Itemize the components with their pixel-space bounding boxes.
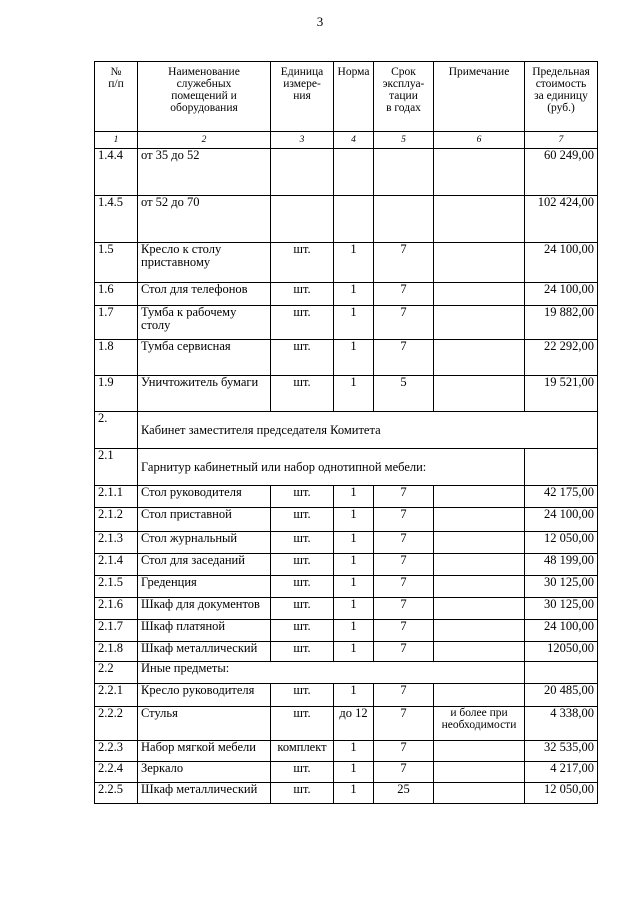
- note-cell: [434, 149, 525, 196]
- unit-cell: шт.: [271, 283, 334, 306]
- norm-cell: 1: [334, 532, 374, 554]
- column-number: 6: [434, 132, 525, 149]
- note-cell: [434, 340, 525, 376]
- note-cell: [434, 376, 525, 412]
- term-cell: 25: [374, 783, 434, 804]
- table-row: [95, 576, 598, 598]
- note-cell: [434, 783, 525, 804]
- item-name: Тумба сервисная: [138, 340, 271, 376]
- norm-cell: 1: [334, 306, 374, 340]
- row-number: 1.4.5: [95, 196, 138, 243]
- row-number: 2.2.3: [95, 741, 138, 762]
- section-title: Кабинет заместителя председателя Комитета: [138, 412, 598, 449]
- column-number: 2: [138, 132, 271, 149]
- term-cell: 7: [374, 684, 434, 707]
- term-cell: 7: [374, 283, 434, 306]
- price-cell: 20 485,00: [525, 684, 598, 707]
- note-cell: [434, 532, 525, 554]
- table-row: [95, 149, 598, 196]
- header-row: [95, 62, 598, 132]
- norm-cell: 1: [334, 598, 374, 620]
- term-cell: [374, 196, 434, 243]
- unit-cell: шт.: [271, 376, 334, 412]
- unit-cell: шт.: [271, 554, 334, 576]
- price-cell: 22 292,00: [525, 340, 598, 376]
- price-cell: 19 521,00: [525, 376, 598, 412]
- table-row: [95, 598, 598, 620]
- term-cell: [374, 149, 434, 196]
- item-name: Стол для телефонов: [138, 283, 271, 306]
- row-number: 1.4.4: [95, 149, 138, 196]
- row-number: 2.1.5: [95, 576, 138, 598]
- price-cell: 102 424,00: [525, 196, 598, 243]
- row-number: 2.1.6: [95, 598, 138, 620]
- item-name: Стол для заседаний: [138, 554, 271, 576]
- table-row: [95, 340, 598, 376]
- note-cell: [434, 642, 525, 662]
- item-name: от 35 до 52: [138, 149, 271, 196]
- price-cell: 32 535,00: [525, 741, 598, 762]
- note-cell: [434, 684, 525, 707]
- item-name: Стулья: [138, 707, 271, 741]
- unit-cell: шт.: [271, 576, 334, 598]
- unit-cell: шт.: [271, 684, 334, 707]
- column-number: 1: [95, 132, 138, 149]
- row-number: 2.1: [95, 449, 138, 486]
- item-name: Набор мягкой мебели: [138, 741, 271, 762]
- item-name: Стол журнальный: [138, 532, 271, 554]
- note-cell: [434, 486, 525, 508]
- term-cell: 7: [374, 340, 434, 376]
- item-name: Шкаф платяной: [138, 620, 271, 642]
- note-cell: [434, 283, 525, 306]
- note-cell: [434, 243, 525, 283]
- row-number: 2.1.7: [95, 620, 138, 642]
- norm-cell: 1: [334, 243, 374, 283]
- row-number: 2.1.3: [95, 532, 138, 554]
- price-cell: 60 249,00: [525, 149, 598, 196]
- norm-cell: 1: [334, 283, 374, 306]
- note-cell: [434, 196, 525, 243]
- row-number: 1.5: [95, 243, 138, 283]
- table-row: [95, 741, 598, 762]
- row-number: 2.2.2: [95, 707, 138, 741]
- table-row: [95, 243, 598, 283]
- table-row: [95, 684, 598, 707]
- term-cell: 7: [374, 576, 434, 598]
- item-name: Кресло к столу приставному: [138, 243, 271, 283]
- item-name: Тумба к рабочему столу: [138, 306, 271, 340]
- table-row: [95, 376, 598, 412]
- norm-cell: 1: [334, 684, 374, 707]
- note-cell: [434, 554, 525, 576]
- price-cell: [525, 449, 598, 486]
- table-row: [95, 620, 598, 642]
- norm-cell: [334, 149, 374, 196]
- norm-cell: 1: [334, 783, 374, 804]
- price-cell: 48 199,00: [525, 554, 598, 576]
- item-name: Уничтожитель бумаги: [138, 376, 271, 412]
- price-cell: [525, 662, 598, 684]
- table-row: [95, 642, 598, 662]
- row-number: 2.2.1: [95, 684, 138, 707]
- subsection-title: Иные предметы:: [138, 662, 525, 684]
- table-row: [95, 306, 598, 340]
- price-cell: 24 100,00: [525, 283, 598, 306]
- price-cell: 30 125,00: [525, 576, 598, 598]
- table-row: [95, 449, 598, 486]
- price-cell: 12 050,00: [525, 532, 598, 554]
- subsection-title: Гарнитур кабинетный или набор однотипной мебели:: [138, 449, 525, 486]
- header-name: Наименование служебных помещений и оборудования: [138, 62, 271, 132]
- unit-cell: шт.: [271, 243, 334, 283]
- unit-cell: шт.: [271, 642, 334, 662]
- item-name: Шкаф металлический: [138, 642, 271, 662]
- unit-cell: [271, 196, 334, 243]
- table-row: [95, 508, 598, 532]
- term-cell: 7: [374, 306, 434, 340]
- row-number: 2.1.8: [95, 642, 138, 662]
- note-cell: [434, 508, 525, 532]
- norm-cell: 1: [334, 741, 374, 762]
- price-cell: 24 100,00: [525, 243, 598, 283]
- column-number: 5: [374, 132, 434, 149]
- header-unit: Единица измере- ния: [271, 62, 334, 132]
- term-cell: 5: [374, 376, 434, 412]
- item-name: Греденция: [138, 576, 271, 598]
- item-name: Стол руководителя: [138, 486, 271, 508]
- note-cell: [434, 620, 525, 642]
- unit-cell: шт.: [271, 306, 334, 340]
- column-number: 3: [271, 132, 334, 149]
- item-name: от 52 до 70: [138, 196, 271, 243]
- row-number: 2.2: [95, 662, 138, 684]
- term-cell: 7: [374, 620, 434, 642]
- price-cell: 30 125,00: [525, 598, 598, 620]
- table-row: [95, 283, 598, 306]
- furniture-norms-table: [94, 61, 598, 804]
- norm-cell: 1: [334, 486, 374, 508]
- table-row: [95, 762, 598, 783]
- column-number: 7: [525, 132, 598, 149]
- term-cell: 7: [374, 554, 434, 576]
- note-cell: [434, 741, 525, 762]
- header-term: Срок эксплуа- тации в годах: [374, 62, 434, 132]
- term-cell: 7: [374, 642, 434, 662]
- row-number: 2.1.1: [95, 486, 138, 508]
- price-cell: 4 217,00: [525, 762, 598, 783]
- table-row: [95, 707, 598, 741]
- header-number: № п/п: [95, 62, 138, 132]
- unit-cell: шт.: [271, 783, 334, 804]
- term-cell: 7: [374, 508, 434, 532]
- price-cell: 24 100,00: [525, 620, 598, 642]
- page-number: 3: [316, 14, 324, 29]
- price-cell: 24 100,00: [525, 508, 598, 532]
- price-cell: 42 175,00: [525, 486, 598, 508]
- note-cell: [434, 762, 525, 783]
- term-cell: 7: [374, 707, 434, 741]
- table-row: [95, 554, 598, 576]
- price-cell: 4 338,00: [525, 707, 598, 741]
- norm-cell: 1: [334, 620, 374, 642]
- unit-cell: шт.: [271, 762, 334, 783]
- norm-cell: 1: [334, 576, 374, 598]
- column-number-row: [95, 132, 598, 149]
- note-cell: и более при необходимости: [434, 707, 525, 741]
- unit-cell: [271, 149, 334, 196]
- table-row: [95, 196, 598, 243]
- norm-cell: до 12: [334, 707, 374, 741]
- header-price: Предельная стоимость за единицу (руб.): [525, 62, 598, 132]
- table-row: [95, 783, 598, 804]
- row-number: 2.2.4: [95, 762, 138, 783]
- unit-cell: шт.: [271, 508, 334, 532]
- row-number: 2.: [95, 412, 138, 449]
- term-cell: 7: [374, 243, 434, 283]
- row-number: 2.1.2: [95, 508, 138, 532]
- row-number: 1.6: [95, 283, 138, 306]
- note-cell: [434, 598, 525, 620]
- norm-cell: 1: [334, 376, 374, 412]
- item-name: Зеркало: [138, 762, 271, 783]
- item-name: Шкаф металлический: [138, 783, 271, 804]
- table-row: [95, 486, 598, 508]
- term-cell: 7: [374, 486, 434, 508]
- unit-cell: шт.: [271, 532, 334, 554]
- unit-cell: шт.: [271, 486, 334, 508]
- unit-cell: шт.: [271, 620, 334, 642]
- norm-cell: 1: [334, 554, 374, 576]
- price-cell: 12050,00: [525, 642, 598, 662]
- item-name: Кресло руководителя: [138, 684, 271, 707]
- row-number: 1.7: [95, 306, 138, 340]
- column-number: 4: [334, 132, 374, 149]
- norm-cell: 1: [334, 508, 374, 532]
- item-name: Стол приставной: [138, 508, 271, 532]
- item-name: Шкаф для документов: [138, 598, 271, 620]
- term-cell: 7: [374, 762, 434, 783]
- term-cell: 7: [374, 598, 434, 620]
- row-number: 2.2.5: [95, 783, 138, 804]
- note-cell: [434, 306, 525, 340]
- row-number: 2.1.4: [95, 554, 138, 576]
- row-number: 1.8: [95, 340, 138, 376]
- unit-cell: шт.: [271, 598, 334, 620]
- unit-cell: шт.: [271, 707, 334, 741]
- norm-cell: 1: [334, 642, 374, 662]
- row-number: 1.9: [95, 376, 138, 412]
- norm-cell: 1: [334, 340, 374, 376]
- unit-cell: шт.: [271, 340, 334, 376]
- table-row: [95, 532, 598, 554]
- header-note: Примечание: [434, 62, 525, 132]
- term-cell: 7: [374, 532, 434, 554]
- norm-cell: [334, 196, 374, 243]
- term-cell: 7: [374, 741, 434, 762]
- norm-cell: 1: [334, 762, 374, 783]
- note-cell: [434, 576, 525, 598]
- price-cell: 19 882,00: [525, 306, 598, 340]
- header-norm: Норма: [334, 62, 374, 132]
- unit-cell: комплект: [271, 741, 334, 762]
- table-row: [95, 412, 598, 449]
- price-cell: 12 050,00: [525, 783, 598, 804]
- table-row: [95, 662, 598, 684]
